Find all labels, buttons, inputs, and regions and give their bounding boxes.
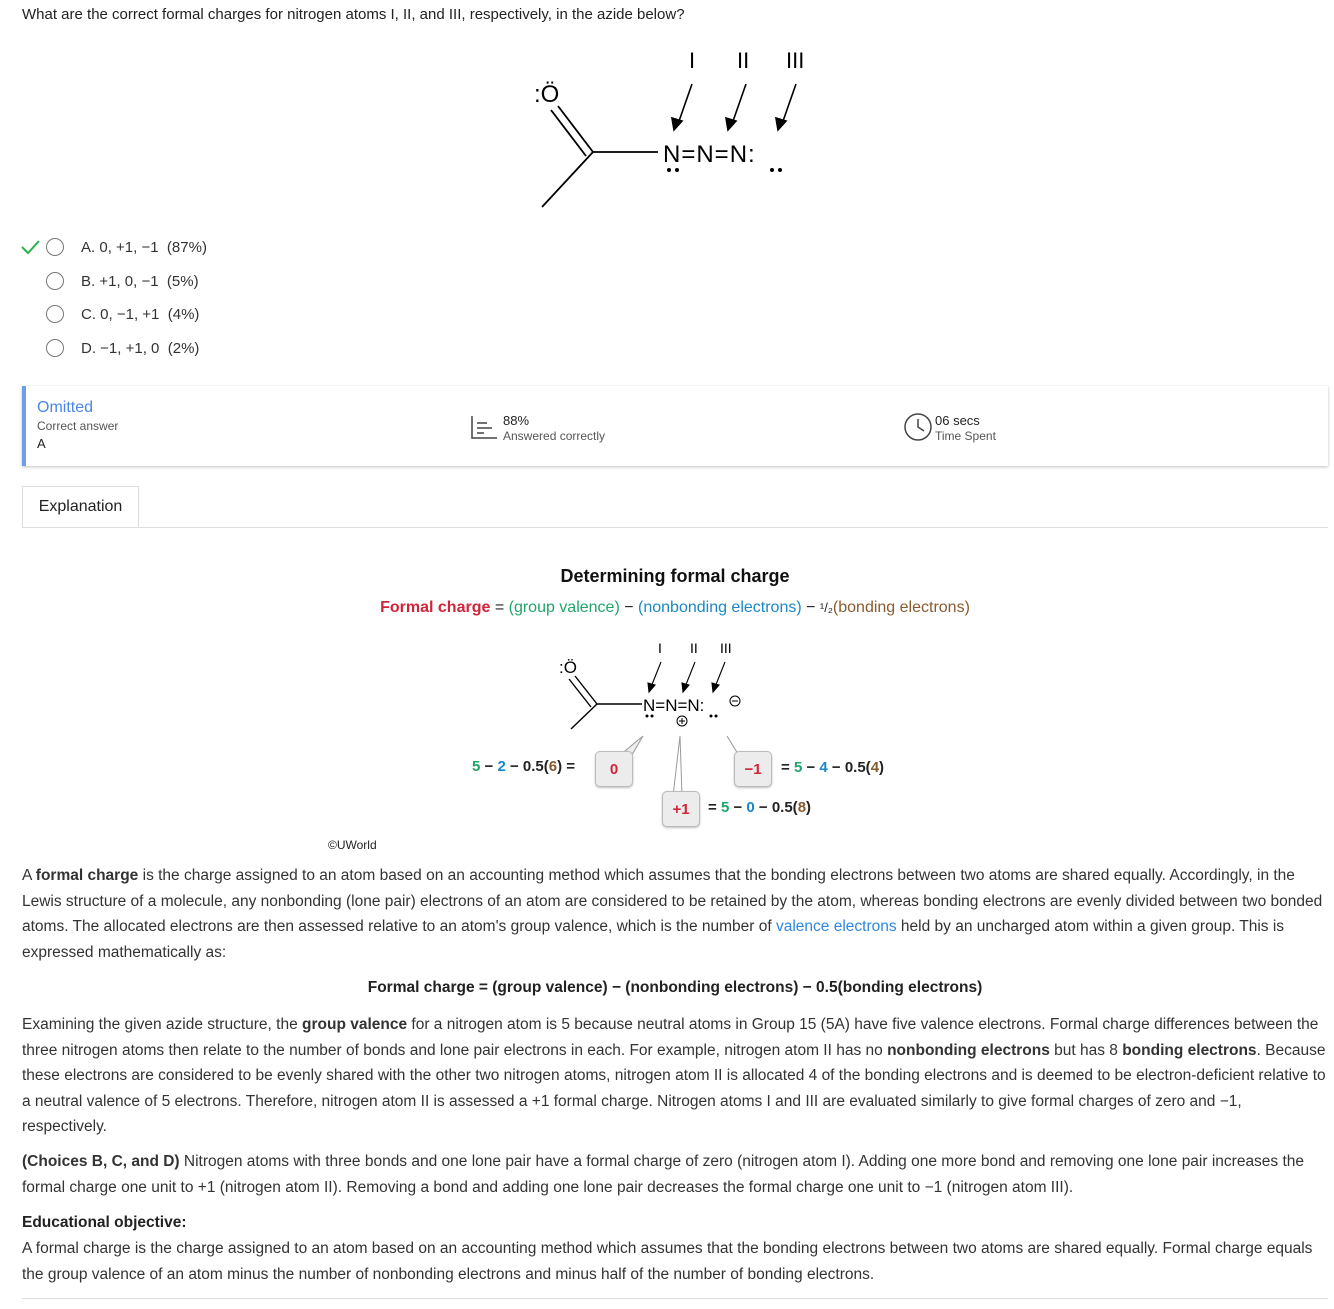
radio-button[interactable] <box>46 238 64 256</box>
time-spent: 06 secs <box>935 413 980 428</box>
question-text: What are the correct formal charges for nitrogen atoms I, II, and III, respectively, in the azide below? <box>22 6 685 23</box>
nitrogen-chain: N=N=N: <box>663 141 756 168</box>
label-II: II <box>737 48 750 73</box>
charge-box-III: −1 <box>734 751 772 787</box>
bottom-divider <box>22 1298 1328 1299</box>
explanation-paragraph-2: Examining the given azide structure, the group valence for a nitrogen atom is 5 because neutral atoms in Group 15 (5A) have five valence electrons. Formal charge differences between the three nitrogen atoms then relate to the number of bonds and lone pair electrons in each. For example, nitrogen atom II has no nonbonding electrons but has 8 bonding electrons. Because these electrons are considered to be evenly shared with the other two nitrogen atoms, nitrogen atom II is allocated 4 of the bonding electrons and is deemed to be electron-deficient relative to a neutral valence of 5 electrons. Therefore, nitrogen atom II is assessed a +1 formal charge. Nitrogen atoms I and III are evaluated similarly to give formal charges of zero and −1, respectively. <box>22 1016 1326 1135</box>
radio-button[interactable] <box>46 339 64 357</box>
svg-text:III: III <box>720 640 732 656</box>
percent-correct: 88% <box>503 413 530 428</box>
oxygen-label: :Ö <box>534 81 560 108</box>
tab-explanation[interactable]: Explanation <box>22 486 139 528</box>
copyright: ©UWorld <box>328 838 377 852</box>
svg-text::Ö: :Ö <box>559 658 577 677</box>
objective-text: A formal charge is the charge assigned to an atom based on an accounting method which assumes that the bonding electrons between two atoms are shared equally. Formal charge equals the group valence of an atom minus the number of nonbonding electrons and minus half of the number of bonding electrons. <box>22 1240 1313 1283</box>
answer-option-d[interactable] <box>20 334 199 362</box>
checkmark-icon <box>20 237 46 257</box>
calc-atom-I: 5 − 2 − 0.5(6) = <box>472 758 576 775</box>
label-III: III <box>786 48 805 73</box>
calc-atom-III: = 5 − 4 − 0.5(4) <box>781 759 885 776</box>
radio-button[interactable] <box>46 305 64 323</box>
answer-text: −1, +1, 0 <box>100 339 160 357</box>
azide-structure <box>520 40 820 210</box>
radio-button[interactable] <box>46 272 64 290</box>
answer-letter: B. <box>81 272 96 290</box>
svg-text:I: I <box>658 640 662 656</box>
label-I: I <box>689 48 696 73</box>
bar-chart-icon <box>470 414 498 440</box>
tab-divider <box>22 527 1328 528</box>
answer-text: 0, +1, −1 <box>99 238 159 256</box>
answer-letter: A. <box>81 238 96 256</box>
answer-percent: (4%) <box>167 305 200 323</box>
answer-text: +1, 0, −1 <box>99 272 159 290</box>
time-spent-label: Time Spent <box>935 429 996 443</box>
clock-icon <box>903 412 933 442</box>
answer-text: 0, −1, +1 <box>100 305 160 323</box>
stats-card <box>22 386 1328 466</box>
figure-formula: Formal charge = (group valence) − (nonbonding electrons) − ¹/₂(bonding electrons) <box>380 599 970 616</box>
correct-answer-label: Correct answer <box>37 419 119 433</box>
svg-text:II: II <box>690 640 698 656</box>
arrow-icons <box>672 84 796 130</box>
explanation-paragraph-1: A formal charge is the charge assigned to an atom based on an accounting method which assumes that the bonding electrons between two atoms are shared equally. Accordingly, in the Lewis structure of a molecule, any nonbonding (lone pair) electrons of an atom are considered to be retained by the atom, whereas bonding electrons are evenly divided between two bonded atoms. The allocated electrons are then assessed relative to an atom's group valence, which is the number of valence electrons held by an uncharged atom within a given group. This is expressed mathematically as: <box>22 867 1323 961</box>
status-label: Omitted <box>37 399 94 416</box>
objective-title: Educational objective: <box>22 1214 187 1231</box>
answer-percent: (87%) <box>166 238 207 256</box>
charge-box-II: +1 <box>662 791 700 827</box>
calc-atom-II: = 5 − 0 − 0.5(8) <box>708 799 812 816</box>
svg-text:N=N=N:: N=N=N: <box>643 696 705 715</box>
answer-percent: (2%) <box>167 339 200 357</box>
explanation-paragraph-3: (Choices B, C, and D) Nitrogen atoms with three bonds and one lone pair have a formal charge of zero (nitrogen atom I). Adding one more bond and removing one lone pair increases the formal charge one unit to +1 (nitrogen atom II). Removing a bond and adding one lone pair decreases the formal charge one unit to −1 (nitrogen atom III). <box>22 1153 1305 1196</box>
answer-percent: (5%) <box>166 272 199 290</box>
azide-charge-structure <box>550 635 770 735</box>
answer-option-c[interactable] <box>20 300 199 328</box>
correct-answer-value: A <box>37 436 46 451</box>
valence-electrons-link[interactable]: valence electrons <box>775 918 897 935</box>
answer-option-b[interactable] <box>20 267 199 295</box>
answer-option-a[interactable] <box>20 233 207 261</box>
answer-letter: C. <box>81 305 96 323</box>
percent-correct-label: Answered correctly <box>503 429 606 443</box>
charge-box-I: 0 <box>595 751 633 787</box>
explanation-formula: Formal charge = (group valence) − (nonbonding electrons) − 0.5(bonding electrons) <box>367 979 983 996</box>
answer-letter: D. <box>81 339 96 357</box>
figure-title: Determining formal charge <box>560 566 790 586</box>
